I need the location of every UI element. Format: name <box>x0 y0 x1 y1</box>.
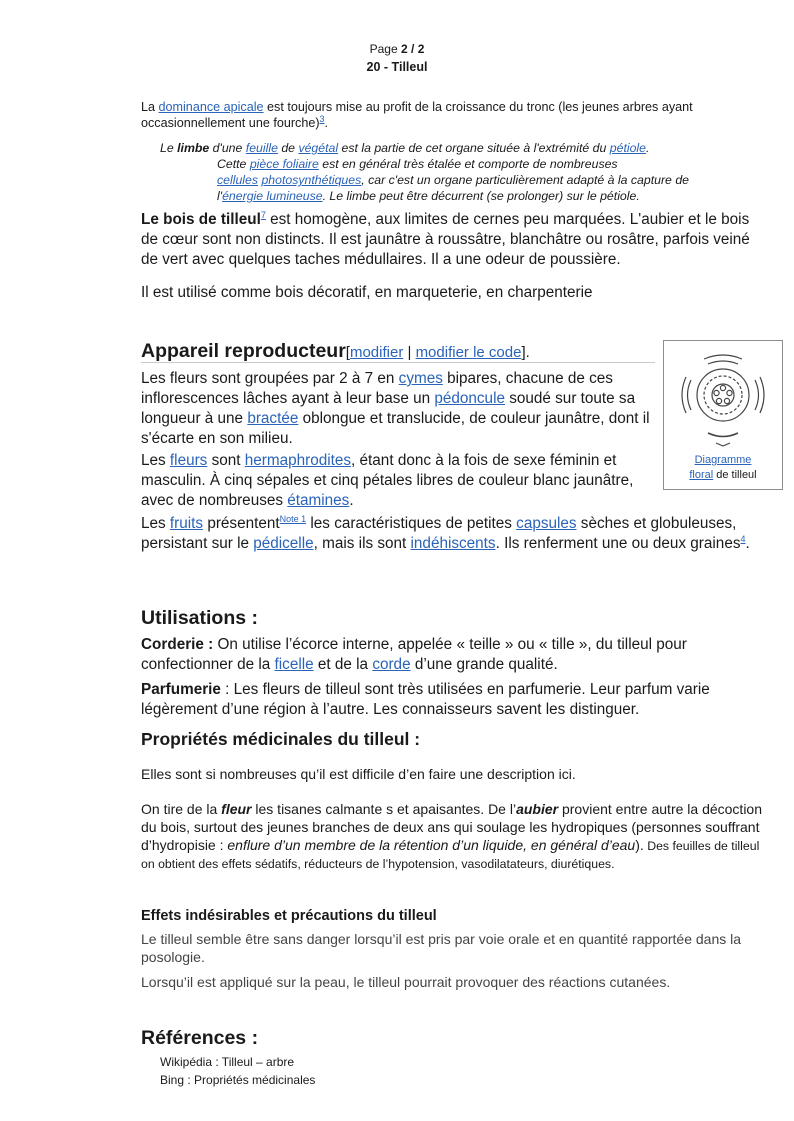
link-dominance-apicale[interactable]: dominance apicale <box>158 100 264 114</box>
limbe-quote-line3: cellules photosynthétiques, car c'est un organe particulièrement adapté à la capture de <box>217 173 689 187</box>
page-title: 20 - Tilleul <box>366 60 428 74</box>
link-etamines[interactable]: étamines <box>287 492 350 509</box>
figure-caption: Diagramme floral de tilleul <box>689 454 757 481</box>
link-pedicelle[interactable]: pédicelle <box>253 535 314 552</box>
link-feuille[interactable]: feuille <box>245 141 278 155</box>
link-hermaphrodites[interactable]: hermaphrodites <box>244 452 352 469</box>
link-cymes[interactable]: cymes <box>398 370 443 387</box>
effets-paragraph-1: Le tilleul semble être sans danger lorsqu’il est pris par voie orale et en quantité rapportée dans la posologie. <box>141 931 742 965</box>
link-fleurs[interactable]: fleurs <box>169 452 208 469</box>
edit-code-link[interactable]: modifier le code <box>415 344 522 361</box>
reference-item-2: Bing : Propriétés médicinales <box>160 1073 316 1087</box>
repro-paragraph-1: Les fleurs sont groupées par 2 à 7 en cymes bipares, chacune de ces inflorescences lâches ayant à leur base un pédoncule soudé sur toute sa longueur à une bractée oblongue et translucide, de couleur jaunâtre, dont il s'écarte en son milieu. <box>141 370 650 447</box>
link-corde[interactable]: corde <box>372 656 411 673</box>
limbe-quote-line2: Cette pièce foliaire est en général très étalée et comporte de nombreuses <box>217 157 618 171</box>
limbe-quote-line4: l'énergie lumineuse. Le limbe peut être décurrent (se prolonger) sur le pétiole. <box>217 189 640 203</box>
link-diagramme[interactable]: Diagramme <box>694 454 752 466</box>
link-vegetal[interactable]: végétal <box>298 141 339 155</box>
link-pedoncule[interactable]: pédoncule <box>434 390 505 407</box>
corderie-paragraph: Corderie : On utilise l’écorce interne, appelée « teille » ou « tille », du tilleul pour confectionner de la ficelle et de la corde d’une grande qualité. <box>141 636 687 673</box>
link-bractee[interactable]: bractée <box>247 410 299 427</box>
link-capsules[interactable]: capsules <box>516 515 577 532</box>
proprietes-intro: Elles sont si nombreuses qu’il est difficile d’en faire une description ici. <box>141 766 576 782</box>
limbe-quote-line1: Le limbe d'une feuille de végétal est la partie de cet organe située à l'extrémité du pétiole. <box>160 141 650 155</box>
link-photosynthetiques[interactable]: photosynthétiques <box>261 173 362 187</box>
effets-paragraph-2: Lorsqu’il est appliqué sur la peau, le tilleul pourrait provoquer des réactions cutanées. <box>141 974 671 990</box>
bois-paragraph: Le bois de tilleul$^7$ est homogène, aux limites de cernes peu marquées. L'aubier et le bois de cœur sont non distincts. Il est jaunâtre à roussâtre, blanchâtre ou rosâtre, parfois veiné de vert avec quelques taches médullaires. Il a une odeur de poussière. <box>141 209 750 268</box>
link-cellules[interactable]: cellules <box>217 173 259 187</box>
page-number: Page 2 / 2 <box>369 42 425 56</box>
note-1[interactable]: Note 1 <box>279 513 307 524</box>
note-3[interactable]: 3 <box>319 113 325 124</box>
link-piece-foliaire[interactable]: pièce foliaire <box>249 157 319 171</box>
floral-diagram-icon[interactable] <box>674 347 772 451</box>
repro-paragraph-3: Les fruits présentent$^{Note 1}$ les caractéristiques de petites capsules sèches et globuleuses, persistant sur le pédicelle, mais ils sont indéhiscents. Ils renferment une ou deux graines$^4$. <box>141 513 750 552</box>
link-petiole[interactable]: pétiole <box>609 141 647 155</box>
edit-link[interactable]: modifier <box>349 344 404 361</box>
proprietes-paragraph: On tire de la fleur les tisanes calmante s et apaisantes. De l’aubier provient entre autre la décoction du bois, surtout des jeunes branches de deux ans qui soulage les hydropiques (personnes souffrant d’hydropisie : enflure d’un membre de la rétention d’un liquide, en général d’eau). Des feuilles de tilleul on obtient des effets sédatifs, réducteurs de l’hypotension, vasodilatateurs, diurétiques. <box>141 801 762 871</box>
bois-usage: Il est utilisé comme bois décoratif, en marqueterie, en charpenterie <box>141 284 593 301</box>
link-ficelle[interactable]: ficelle <box>274 656 314 673</box>
section-divider <box>141 362 655 363</box>
section-heading-proprietes: Propriétés médicinales du tilleul : <box>141 729 421 749</box>
link-energie-lumineuse[interactable]: énergie lumineuse <box>222 189 323 203</box>
section-heading-utilisations: Utilisations : <box>141 607 259 629</box>
floral-diagram-figure <box>663 340 783 490</box>
apical-paragraph: La dominance apicale est toujours mise au profit de la croissance du tronc (les jeunes arbres ayant occasionnellement une fourche)$^3$. <box>141 100 693 130</box>
parfumerie-paragraph: Parfumerie : Les fleurs de tilleul sont très utilisées en parfumerie. Leur parfum varie légèrement d’une région à l’autre. Les connaisseurs savent les distinguer. <box>141 681 710 718</box>
section-heading-effets: Effets indésirables et précautions du tilleul <box>141 908 437 924</box>
repro-paragraph-2: Les fleurs sont hermaphrodites, étant donc à la fois de sexe féminin et masculin. À cinq sépales et cinq pétales libres de couleur blanc jaunâtre, avec de nombreuses étamines. <box>141 452 634 509</box>
link-floral[interactable]: floral <box>689 469 714 481</box>
reference-item-1: Wikipédia : Tilleul – arbre <box>160 1055 295 1069</box>
note-4[interactable]: 4 <box>740 533 746 544</box>
section-heading-appareil: Appareil reproducteur[modifier | modifier le code]. <box>141 340 530 362</box>
link-indehiscents[interactable]: indéhiscents <box>410 535 496 552</box>
section-heading-references: Références : <box>141 1027 259 1049</box>
note-7[interactable]: 7 <box>260 209 266 220</box>
link-fruits[interactable]: fruits <box>169 515 204 532</box>
